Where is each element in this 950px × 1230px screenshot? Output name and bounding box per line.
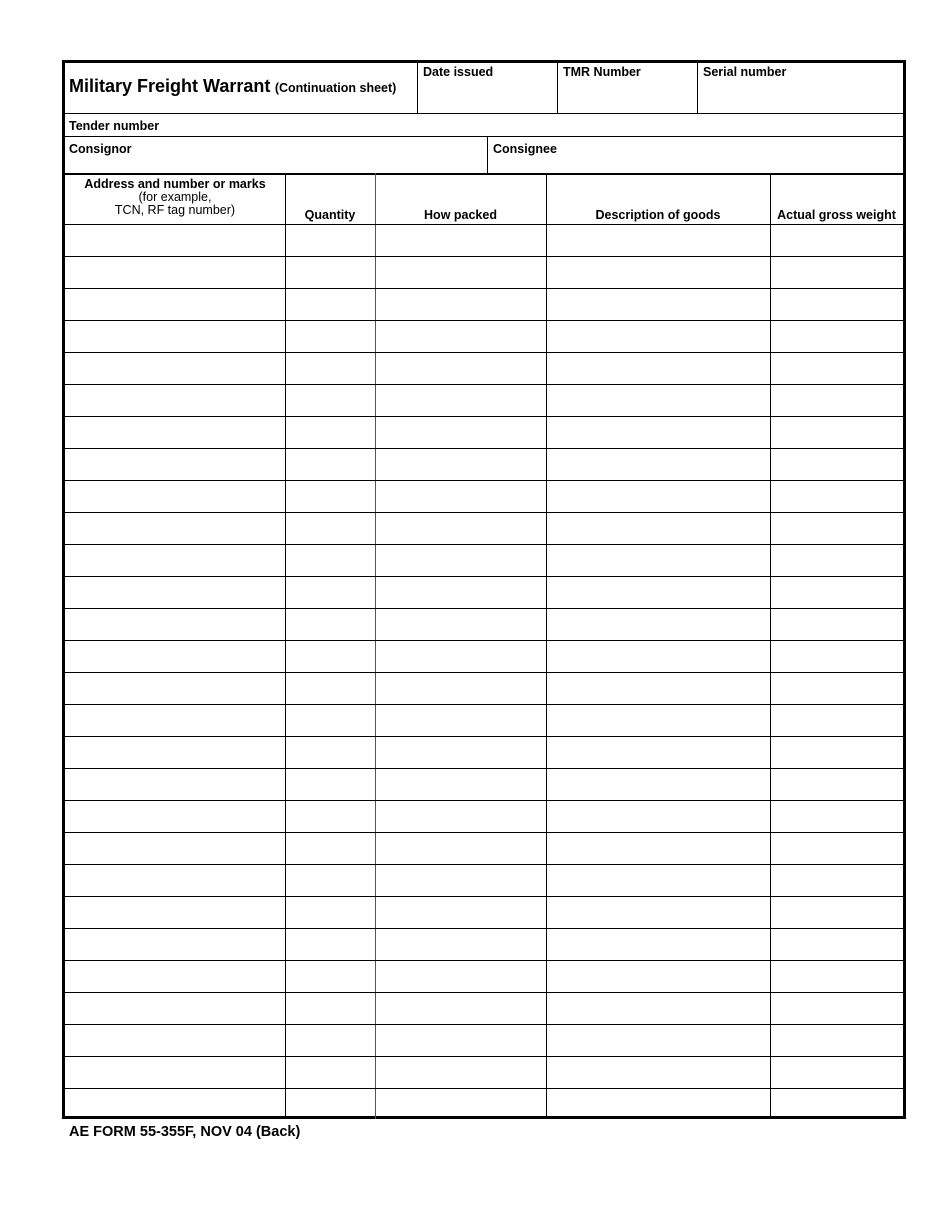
cell-description[interactable]: [548, 736, 769, 768]
cell-address[interactable]: [67, 960, 284, 992]
cell-how-packed[interactable]: [377, 832, 545, 864]
cell-description[interactable]: [548, 288, 769, 320]
tmr-number-field[interactable]: [558, 79, 696, 111]
cell-quantity[interactable]: [287, 896, 374, 928]
cell-quantity[interactable]: [287, 864, 374, 896]
cell-how-packed[interactable]: [377, 352, 545, 384]
col-header-how-packed: How packed: [424, 208, 497, 222]
cell-address[interactable]: [67, 416, 284, 448]
table-row: [65, 960, 903, 992]
cell-how-packed[interactable]: [377, 736, 545, 768]
cell-weight[interactable]: [772, 352, 902, 384]
cell-address[interactable]: [67, 256, 284, 288]
table-row: [65, 448, 903, 480]
cell-address[interactable]: [67, 1056, 284, 1088]
cell-address[interactable]: [67, 352, 284, 384]
cell-address[interactable]: [67, 1088, 284, 1120]
cell-quantity[interactable]: [287, 384, 374, 416]
consignee-label: Consignee: [493, 142, 557, 156]
cell-quantity[interactable]: [287, 960, 374, 992]
col-header-address-sub2: TCN, RF tag number): [114, 203, 236, 217]
table-row: [65, 224, 903, 256]
cell-how-packed[interactable]: [377, 544, 545, 576]
cell-weight[interactable]: [772, 224, 902, 256]
cell-how-packed[interactable]: [377, 960, 545, 992]
table-row: [65, 320, 903, 352]
cell-description[interactable]: [548, 928, 769, 960]
cell-how-packed[interactable]: [377, 224, 545, 256]
table-row: [65, 544, 903, 576]
cell-quantity[interactable]: [287, 768, 374, 800]
table-row: [65, 512, 903, 544]
cell-description[interactable]: [548, 256, 769, 288]
cell-quantity[interactable]: [287, 448, 374, 480]
cell-quantity[interactable]: [287, 640, 374, 672]
cell-address[interactable]: [67, 640, 284, 672]
cell-description[interactable]: [548, 864, 769, 896]
cell-address[interactable]: [67, 896, 284, 928]
table-row: [65, 576, 903, 608]
cell-how-packed[interactable]: [377, 928, 545, 960]
form-title-subtitle: (Continuation sheet): [274, 81, 397, 95]
cell-quantity[interactable]: [287, 832, 374, 864]
table-row: [65, 1024, 903, 1056]
cell-description[interactable]: [548, 896, 769, 928]
cell-quantity[interactable]: [287, 1088, 374, 1120]
cell-weight[interactable]: [772, 672, 902, 704]
cell-how-packed[interactable]: [377, 1088, 545, 1120]
cell-weight[interactable]: [772, 1056, 902, 1088]
cell-quantity[interactable]: [287, 224, 374, 256]
cell-description[interactable]: [548, 416, 769, 448]
cell-description[interactable]: [548, 768, 769, 800]
cell-description[interactable]: [548, 800, 769, 832]
cell-address[interactable]: [67, 320, 284, 352]
cell-description[interactable]: [548, 448, 769, 480]
cell-description[interactable]: [548, 608, 769, 640]
cell-weight[interactable]: [772, 384, 902, 416]
col-header-weight: Actual gross weight: [777, 208, 896, 222]
cell-how-packed[interactable]: [377, 672, 545, 704]
cell-address[interactable]: [67, 800, 284, 832]
cell-description[interactable]: [548, 1056, 769, 1088]
date-issued-label: Date issued: [423, 65, 494, 79]
table-row: [65, 800, 903, 832]
table-row: [65, 256, 903, 288]
table-row: [65, 672, 903, 704]
cell-address[interactable]: [67, 448, 284, 480]
cell-weight[interactable]: [772, 608, 902, 640]
cell-weight[interactable]: [772, 288, 902, 320]
cell-weight[interactable]: [772, 928, 902, 960]
cell-weight[interactable]: [772, 256, 902, 288]
cell-quantity[interactable]: [287, 992, 374, 1024]
cell-how-packed[interactable]: [377, 992, 545, 1024]
table-row: [65, 640, 903, 672]
cell-address[interactable]: [67, 736, 284, 768]
cell-description[interactable]: [548, 960, 769, 992]
cell-quantity[interactable]: [287, 736, 374, 768]
consignee-field[interactable]: [490, 157, 903, 172]
cell-address[interactable]: [67, 768, 284, 800]
cell-weight[interactable]: [772, 736, 902, 768]
cell-weight[interactable]: [772, 960, 902, 992]
cell-weight[interactable]: [772, 864, 902, 896]
cell-quantity[interactable]: [287, 1056, 374, 1088]
cell-quantity[interactable]: [287, 672, 374, 704]
cell-how-packed[interactable]: [377, 640, 545, 672]
cell-how-packed[interactable]: [377, 512, 545, 544]
col-header-description: Description of goods: [595, 208, 721, 222]
cell-how-packed[interactable]: [377, 608, 545, 640]
cell-weight[interactable]: [772, 1024, 902, 1056]
cell-address[interactable]: [67, 1024, 284, 1056]
table-row: [65, 768, 903, 800]
cell-description[interactable]: [548, 480, 769, 512]
cell-description[interactable]: [548, 512, 769, 544]
cell-how-packed[interactable]: [377, 768, 545, 800]
cell-address[interactable]: [67, 224, 284, 256]
table-row: [65, 480, 903, 512]
serial-number-label: Serial number: [703, 65, 787, 79]
form-title: [69, 76, 396, 97]
cell-quantity[interactable]: [287, 320, 374, 352]
form-footer-id: AE FORM 55-355F, NOV 04 (Back): [69, 1124, 301, 1140]
cell-how-packed[interactable]: [377, 704, 545, 736]
cell-how-packed[interactable]: [377, 256, 545, 288]
cell-quantity[interactable]: [287, 288, 374, 320]
cell-quantity[interactable]: [287, 416, 374, 448]
cell-address[interactable]: [67, 832, 284, 864]
table-row: [65, 896, 903, 928]
table-row: [65, 416, 903, 448]
form-title-main: Military Freight Warrant: [69, 76, 271, 96]
consignor-label: Consignor: [69, 142, 132, 156]
cell-address[interactable]: [67, 384, 284, 416]
table-row: [65, 928, 903, 960]
table-row: [65, 384, 903, 416]
cell-weight[interactable]: [772, 416, 902, 448]
cell-description[interactable]: [548, 704, 769, 736]
cell-weight[interactable]: [772, 896, 902, 928]
cell-how-packed[interactable]: [377, 448, 545, 480]
cell-address[interactable]: [67, 480, 284, 512]
cell-quantity[interactable]: [287, 512, 374, 544]
cell-how-packed[interactable]: [377, 1024, 545, 1056]
table-row: [65, 832, 903, 864]
cell-quantity[interactable]: [287, 608, 374, 640]
cell-quantity[interactable]: [287, 704, 374, 736]
cell-address[interactable]: [67, 928, 284, 960]
consignor-field[interactable]: [67, 157, 485, 172]
cell-description[interactable]: [548, 576, 769, 608]
freight-warrant-form: [62, 60, 906, 1119]
cell-description[interactable]: [548, 672, 769, 704]
table-row: [65, 608, 903, 640]
cell-address[interactable]: [67, 576, 284, 608]
date-issued-field[interactable]: [418, 79, 556, 111]
cell-how-packed[interactable]: [377, 384, 545, 416]
cell-description[interactable]: [548, 1088, 769, 1120]
divider: [65, 113, 903, 114]
cell-address[interactable]: [67, 512, 284, 544]
cell-quantity[interactable]: [287, 352, 374, 384]
col-header-quantity: Quantity: [304, 208, 356, 222]
table-row: [65, 1088, 903, 1120]
cell-weight[interactable]: [772, 544, 902, 576]
cell-address[interactable]: [67, 704, 284, 736]
cell-address[interactable]: [67, 672, 284, 704]
cell-how-packed[interactable]: [377, 288, 545, 320]
cell-description[interactable]: [548, 832, 769, 864]
divider: [65, 136, 903, 137]
cell-description[interactable]: [548, 320, 769, 352]
cell-description[interactable]: [548, 1024, 769, 1056]
cell-address[interactable]: [67, 544, 284, 576]
cell-weight[interactable]: [772, 576, 902, 608]
cell-quantity[interactable]: [287, 576, 374, 608]
tender-number-label: Tender number: [69, 119, 160, 133]
cell-address[interactable]: [67, 608, 284, 640]
divider: [487, 136, 488, 173]
cell-weight[interactable]: [772, 320, 902, 352]
table-row: [65, 704, 903, 736]
cell-weight[interactable]: [772, 768, 902, 800]
col-header-address: [65, 178, 285, 217]
cell-description[interactable]: [548, 384, 769, 416]
cell-weight[interactable]: [772, 704, 902, 736]
cell-how-packed[interactable]: [377, 800, 545, 832]
tender-number-field[interactable]: [175, 115, 903, 135]
table-row: [65, 1056, 903, 1088]
table-row: [65, 352, 903, 384]
cell-quantity[interactable]: [287, 544, 374, 576]
cell-address[interactable]: [67, 288, 284, 320]
cell-how-packed[interactable]: [377, 480, 545, 512]
cell-weight[interactable]: [772, 640, 902, 672]
cell-description[interactable]: [548, 224, 769, 256]
cell-weight[interactable]: [772, 448, 902, 480]
cell-quantity[interactable]: [287, 800, 374, 832]
table-row: [65, 864, 903, 896]
cell-how-packed[interactable]: [377, 576, 545, 608]
cell-description[interactable]: [548, 992, 769, 1024]
cell-description[interactable]: [548, 352, 769, 384]
cell-weight[interactable]: [772, 800, 902, 832]
cell-quantity[interactable]: [287, 480, 374, 512]
cell-how-packed[interactable]: [377, 320, 545, 352]
cell-address[interactable]: [67, 864, 284, 896]
cell-quantity[interactable]: [287, 256, 374, 288]
serial-number-field[interactable]: [698, 79, 903, 111]
table-row: [65, 992, 903, 1024]
cell-address[interactable]: [67, 992, 284, 1024]
cell-weight[interactable]: [772, 1088, 902, 1120]
cell-how-packed[interactable]: [377, 896, 545, 928]
cell-quantity[interactable]: [287, 928, 374, 960]
cell-how-packed[interactable]: [377, 1056, 545, 1088]
col-header-address-title: Address and number or marks: [84, 177, 266, 191]
cell-how-packed[interactable]: [377, 864, 545, 896]
cell-quantity[interactable]: [287, 1024, 374, 1056]
tmr-number-label: TMR Number: [563, 65, 641, 79]
cell-weight[interactable]: [772, 512, 902, 544]
cell-weight[interactable]: [772, 992, 902, 1024]
cell-weight[interactable]: [772, 832, 902, 864]
cell-weight[interactable]: [772, 480, 902, 512]
table-row: [65, 736, 903, 768]
table-row: [65, 288, 903, 320]
col-header-address-sub1: (for example,: [138, 190, 212, 204]
cell-how-packed[interactable]: [377, 416, 545, 448]
cell-description[interactable]: [548, 544, 769, 576]
cell-description[interactable]: [548, 640, 769, 672]
